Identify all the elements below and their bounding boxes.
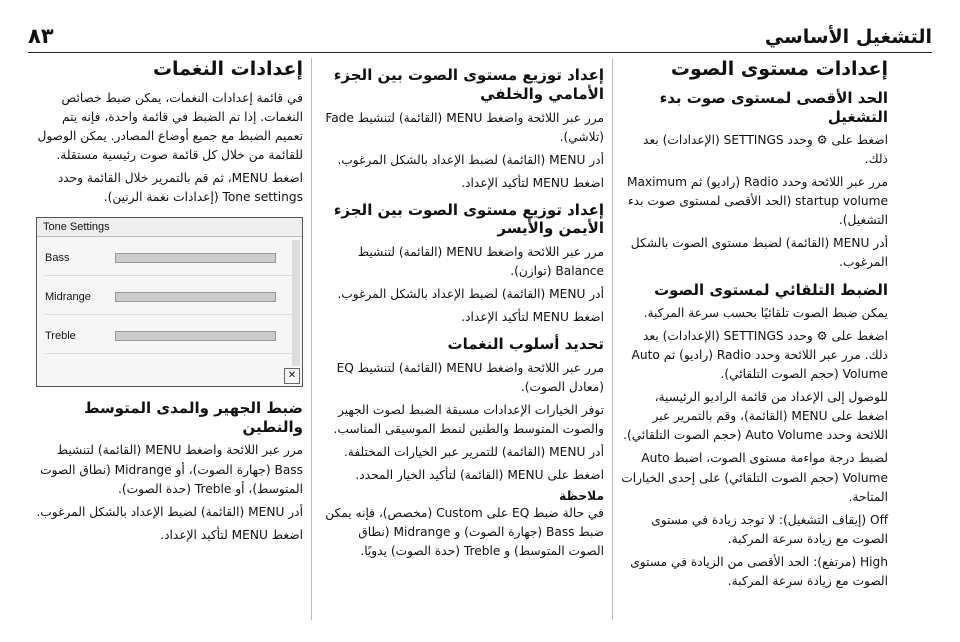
screenshot-row [45,241,294,276]
screenshot-row-label: Treble [45,329,76,342]
paragraph: أدر MENU (القائمة) للتمرير عبر الخيارات المختلفة. [343,445,604,460]
heading-bass-midrange-treble: ضبط الجهير والمدى المتوسط والنطين [83,398,303,436]
column-tone-settings [28,58,311,620]
slider-bar [115,253,276,263]
heading-max-startup-volume: الحد الأقصى لمستوى صوت بدء التشغيل [659,88,888,126]
tone-settings-screenshot [36,217,303,387]
paragraph: Off (إيقاف التشغيل): لا توجد زيادة في مستوى الصوت مع زيادة سرعة المركبة. [651,512,888,546]
screenshot-row [45,280,294,315]
paragraph: مرر عبر اللائحة واضغط MENU (القائمة) لتنشيط Bass (جهارة الصوت)، أو Midrange (نطاق الصوت المتوسط)، أو Treble (حدة الصوت). [40,443,303,496]
slider-bar [115,331,276,341]
paragraph: اضغط على ⚙ وحدد SETTINGS (الإعدادات) بعد ذلك. [643,133,888,167]
scrollbar [292,240,300,366]
screenshot-row [45,319,294,354]
note-text: في حالة ضبط EQ على Custom (مخصص)، فإنه يمكن ضبط Bass (جهارة الصوت) و Midrange (نطاق الصوت المتوسط) و Treble (حدة الصوت) يدويًا. [325,506,604,559]
paragraph: اضغط على ⚙ وحدد SETTINGS (الإعدادات) بعد ذلك. مرر عبر اللائحة وحدد Radio (راديو) ثم Auto Volume (حجم الصوت التلقائي). [631,329,888,382]
screenshot-row-label: Bass [45,251,70,264]
paragraph: أدر MENU (القائمة) لضبط الإعداد بالشكل المرغوب. [36,504,303,519]
paragraph: للوصول إلى الإعداد من قائمة الراديو الرئيسية، اضغط على MENU (القائمة)، وقم بالتمرير عبر اللائحة وحدد Auto Volume (حجم الصوت التلقائي). [623,390,888,443]
paragraph: أدر MENU (القائمة) لضبط الإعداد بالشكل المرغوب. [337,287,604,302]
paragraph: اضغط MENU، ثم قم بالتمرير خلال القائمة وحدد Tone settings (إعدادات نغمة الرنين). [57,170,303,204]
paragraph: مرر عبر اللائحة وحدد Radio (راديو) ثم Maximum startup volume (الحد الأقصى لمستوى صوت بدء التشغيل). [626,175,888,228]
screenshot-row-label: Midrange [45,290,91,303]
page-title: التشغيل الأساسي [764,26,932,48]
paragraph: مرر عبر اللائحة واضغط MENU (القائمة) لتنشيط Fade (تلاشي). [325,110,604,144]
heading-tone-settings: إعدادات النغمات [152,58,303,80]
columns [28,58,932,620]
note-heading: ملاحظة [559,489,604,504]
paragraph: في قائمة إعدادات النغمات، يمكن ضبط خصائص النغمات. إذا تم الضبط في قائمة واحدة، فإنه يتم تعميم الضبط مع جميع أوضاع المصادر. يمكن الوصول للقائمة من خلال كل قائمة صوت رئيسية مستقلة. [37,90,303,162]
paragraph: يمكن ضبط الصوت تلقائيًا بحسب سرعة المركبة. [643,306,888,321]
heading-volume-settings: إعدادات مستوى الصوت [670,58,888,80]
paragraph: مرر عبر اللائحة واضغط MENU (القائمة) لتنشيط Balance (توازن). [357,245,604,279]
page-number: ٨٣ [28,24,54,48]
paragraph: أدر MENU (القائمة) لضبط مستوى الصوت بالشكل المرغوب. [630,236,888,270]
paragraph: اضغط MENU لتأكيد الإعداد. [461,175,604,190]
slider-bar [115,292,276,302]
page-header [28,8,932,53]
heading-eq: تحديد أسلوب النغمات [447,335,604,354]
heading-auto-volume: الضبط التلقائي لمستوى الصوت [654,280,888,299]
screenshot-title: Tone Settings [37,218,302,237]
heading-balance: إعداد توزيع مستوى الصوت بين الجزء الأيمن والأيسر [333,200,604,238]
paragraph: لضبط درجة مواءمة مستوى الصوت، اضبط Auto Volume (حجم الصوت التلقائي) على إحدى الخيارات المتاحة. [621,451,888,504]
heading-fade: إعداد توزيع مستوى الصوت بين الجزء الأمامي والخلفي [333,66,604,103]
paragraph: High (مرتفع): الحد الأقصى من الزيادة في مستوى الصوت مع زيادة سرعة المركبة. [630,554,888,588]
paragraph: مرر عبر اللائحة واضغط MENU (القائمة) لتنشيط EQ (معادل الصوت). [336,361,604,395]
paragraph: أدر MENU (القائمة) لضبط الإعداد بالشكل المرغوب. [337,152,604,167]
paragraph: اضغط على MENU (القائمة) لتأكيد الخيار المحدد. [355,468,604,483]
paragraph: اضغط MENU لتأكيد الإعداد. [461,310,604,325]
column-volume-settings [613,58,896,620]
paragraph: اضغط MENU لتأكيد الإعداد. [160,527,303,542]
paragraph: توفر الخيارات الإعدادات مسبقة الضبط لصوت الجهير والصوت المتوسط والطنين لنمط الموسيقى المناسب. [333,403,604,437]
column-fade-balance [311,58,613,620]
close-icon: ✕ [284,368,300,384]
